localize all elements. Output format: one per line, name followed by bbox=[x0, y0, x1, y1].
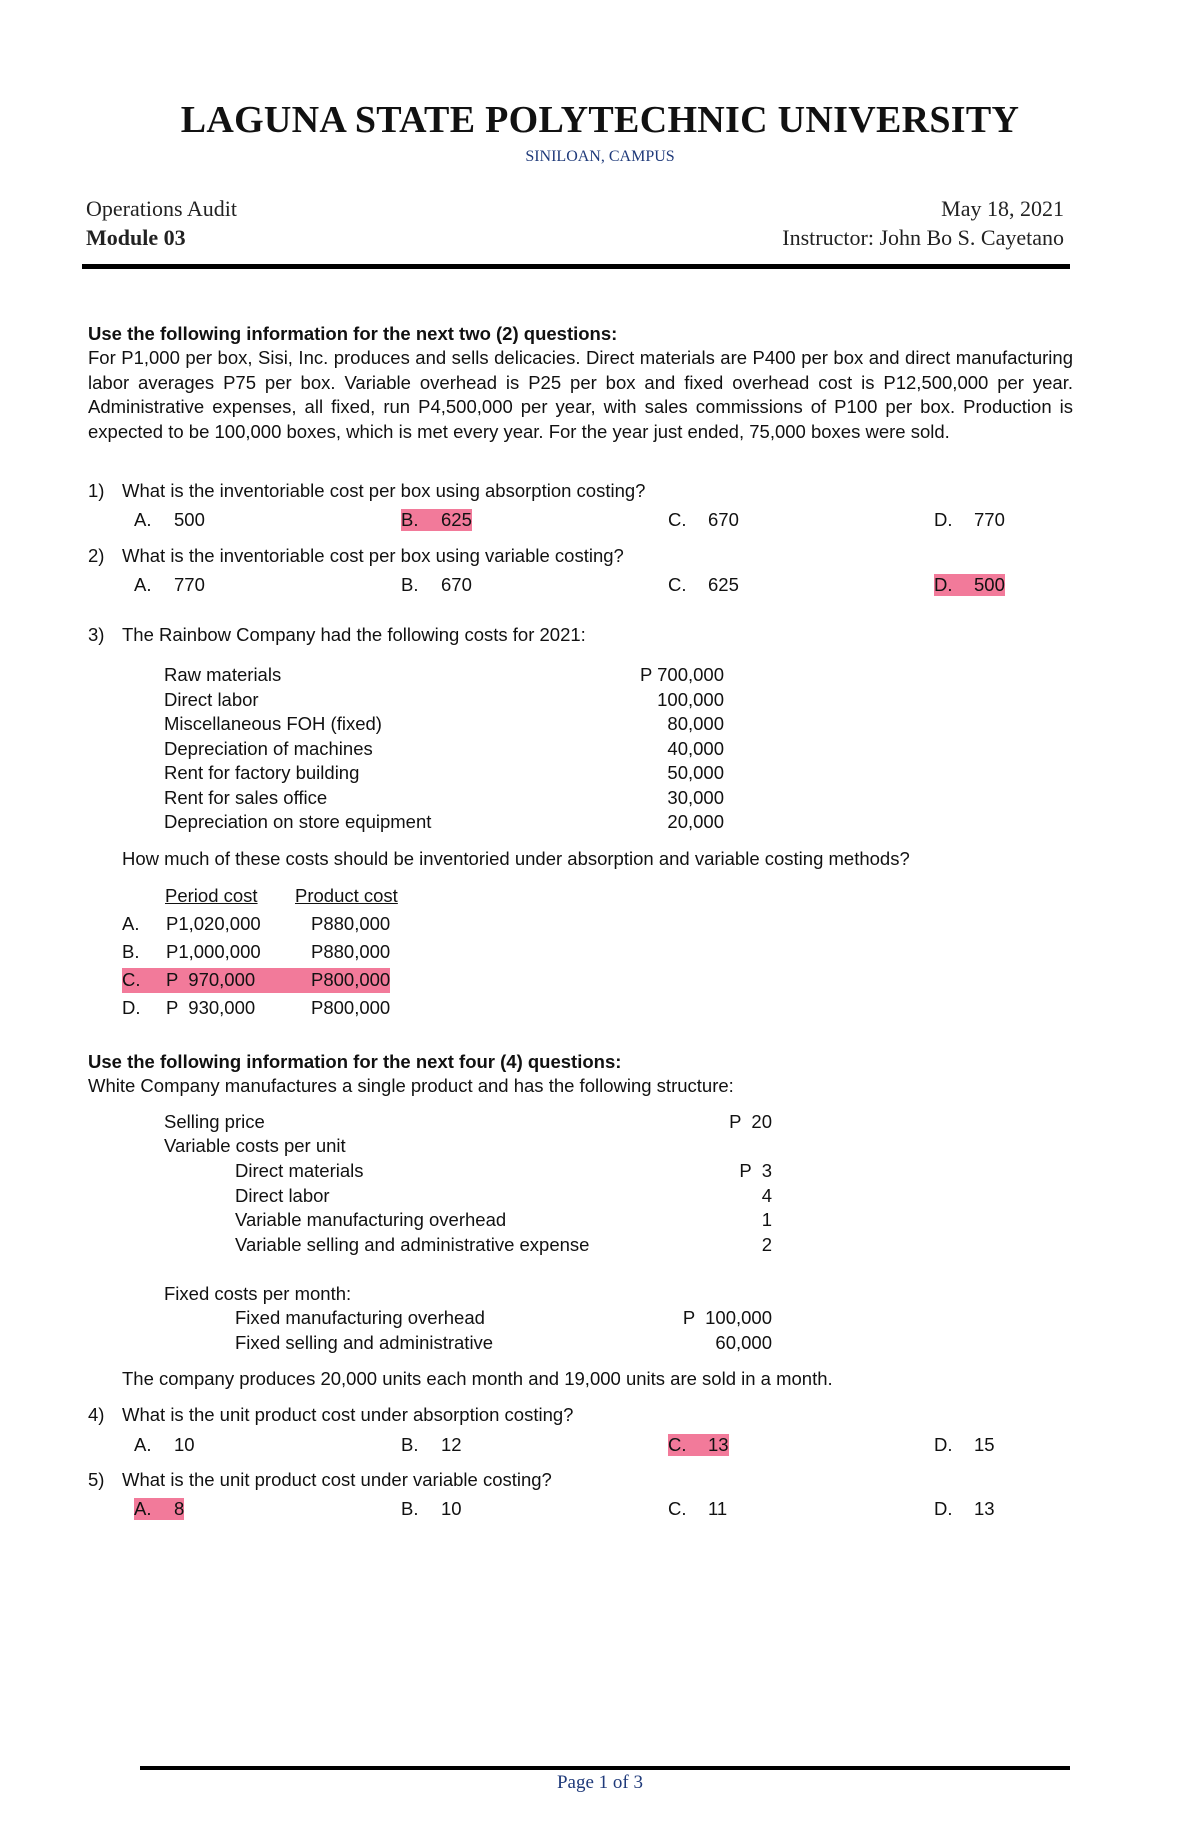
cost-row: Rent for sales office 30,000 bbox=[164, 786, 724, 808]
selling-price-row: Selling price P 20 bbox=[164, 1111, 772, 1132]
cost-row: Variable selling and administrative expense 2 bbox=[235, 1233, 772, 1255]
q3-cost-table bbox=[164, 663, 724, 835]
q2-option-d: D. 500 bbox=[934, 574, 1005, 595]
set2-intro: White Company manufactures a single product and has the following structure: bbox=[88, 1075, 734, 1096]
cost-row: Rent for factory building 50,000 bbox=[164, 762, 724, 783]
q3-option-d: D. P 930,000 P800,000 bbox=[122, 997, 391, 1018]
cost-row: Raw materials P 700,000 bbox=[164, 664, 724, 685]
q4-option-a: A. 10 bbox=[134, 1434, 195, 1455]
q3-option-c: C. P 970,000 P800,000 bbox=[122, 968, 390, 993]
var-costs-label: Variable costs per unit bbox=[164, 1135, 346, 1156]
set2-heading: Use the following information for the next four (4) questions: bbox=[88, 1051, 622, 1072]
q4-text: What is the unit product cost under absorption costing? bbox=[122, 1404, 574, 1425]
fixed-costs-label: Fixed costs per month: bbox=[164, 1283, 352, 1304]
q2-number: 2) bbox=[88, 545, 105, 566]
production-note: The company produces 20,000 units each month and 19,000 units are sold in a month. bbox=[122, 1368, 833, 1389]
q1-option-d: D. 770 bbox=[934, 509, 1005, 530]
q2-option-b: B. 670 bbox=[401, 574, 472, 595]
q3-text: The Rainbow Company had the following costs for 2021: bbox=[122, 624, 586, 645]
q3-option-a: A. P1,020,000 P880,000 bbox=[122, 913, 391, 934]
q4-option-b: B. 12 bbox=[401, 1434, 462, 1455]
q3-col-period: Period cost bbox=[165, 885, 258, 906]
instructor-name: Instructor: John Bo S. Cayetano bbox=[782, 225, 1064, 250]
q1-option-c: C. 670 bbox=[668, 509, 739, 530]
q4-option-c: C. 13 bbox=[668, 1434, 729, 1455]
q5-option-c: C. 11 bbox=[668, 1498, 728, 1519]
q4-number: 4) bbox=[88, 1404, 105, 1425]
module-name: Module 03 bbox=[86, 225, 186, 250]
campus-name: SINILOAN, CAMPUS bbox=[525, 148, 675, 165]
q1-number: 1) bbox=[88, 480, 105, 501]
header-date: May 18, 2021 bbox=[941, 196, 1064, 221]
q2-option-a: A. 770 bbox=[134, 574, 205, 595]
course-name: Operations Audit bbox=[86, 196, 237, 221]
q2-option-c: C. 625 bbox=[668, 574, 739, 595]
set1-paragraph: For P1,000 per box, Sisi, Inc. produces and sells delicacies. Direct materials are P400 per box and direct manufacturing labor averages P75 per box. Variable overhead is P25 per box and fixed overhead cost is P12,500,000 per year. Administrative expenses, all fixed, run P4,500,000 per year, with sales commissions of P100 per box. Production is expected to be 100,000 boxes, which is met every year. For the year just ended, 75,000 boxes were sold. bbox=[88, 347, 1073, 442]
q3-number: 3) bbox=[88, 624, 105, 645]
cost-row: Depreciation on store equipment 20,000 bbox=[164, 811, 724, 832]
q5-option-b: B. 10 bbox=[401, 1498, 462, 1519]
q5-option-a: A. 8 bbox=[134, 1498, 185, 1519]
footer-divider bbox=[140, 1766, 1070, 1770]
header-divider bbox=[82, 264, 1070, 269]
q5-text: What is the unit product cost under variable costing? bbox=[122, 1469, 552, 1490]
q2-text: What is the inventoriable cost per box using variable costing? bbox=[122, 545, 624, 566]
q3-option-b: B. P1,000,000 P880,000 bbox=[122, 941, 391, 962]
cost-row: Depreciation of machines 40,000 bbox=[164, 737, 724, 759]
q1-text: What is the inventoriable cost per box using absorption costing? bbox=[122, 480, 646, 501]
cost-row: Variable manufacturing overhead 1 bbox=[235, 1209, 772, 1230]
cost-row: Miscellaneous FOH (fixed) 80,000 bbox=[164, 713, 724, 734]
var-costs-table bbox=[235, 1159, 772, 1257]
q1-option-b: B. 625 bbox=[401, 509, 472, 530]
q5-number: 5) bbox=[88, 1469, 105, 1490]
set1-heading: Use the following information for the next two (2) questions: bbox=[88, 323, 618, 344]
university-title: LAGUNA STATE POLYTECHNIC UNIVERSITY bbox=[180, 99, 1020, 141]
cost-row: Fixed selling and administrative 60,000 bbox=[235, 1331, 772, 1353]
q4-option-d: D. 15 bbox=[934, 1434, 995, 1455]
cost-row: Direct labor 4 bbox=[235, 1184, 772, 1206]
q1-option-a: A. 500 bbox=[134, 509, 205, 530]
cost-row: Direct materials P 3 bbox=[235, 1160, 772, 1181]
cost-row: Direct labor 100,000 bbox=[164, 688, 724, 710]
page-number: Page 1 of 3 bbox=[556, 1772, 643, 1793]
fixed-costs-table bbox=[235, 1306, 772, 1355]
q3-question: How much of these costs should be inventoried under absorption and variable costing methods? bbox=[122, 848, 910, 869]
cost-row: Fixed manufacturing overhead P 100,000 bbox=[235, 1307, 772, 1328]
q5-option-d: D. 13 bbox=[934, 1498, 995, 1519]
q3-col-product: Product cost bbox=[295, 885, 398, 906]
